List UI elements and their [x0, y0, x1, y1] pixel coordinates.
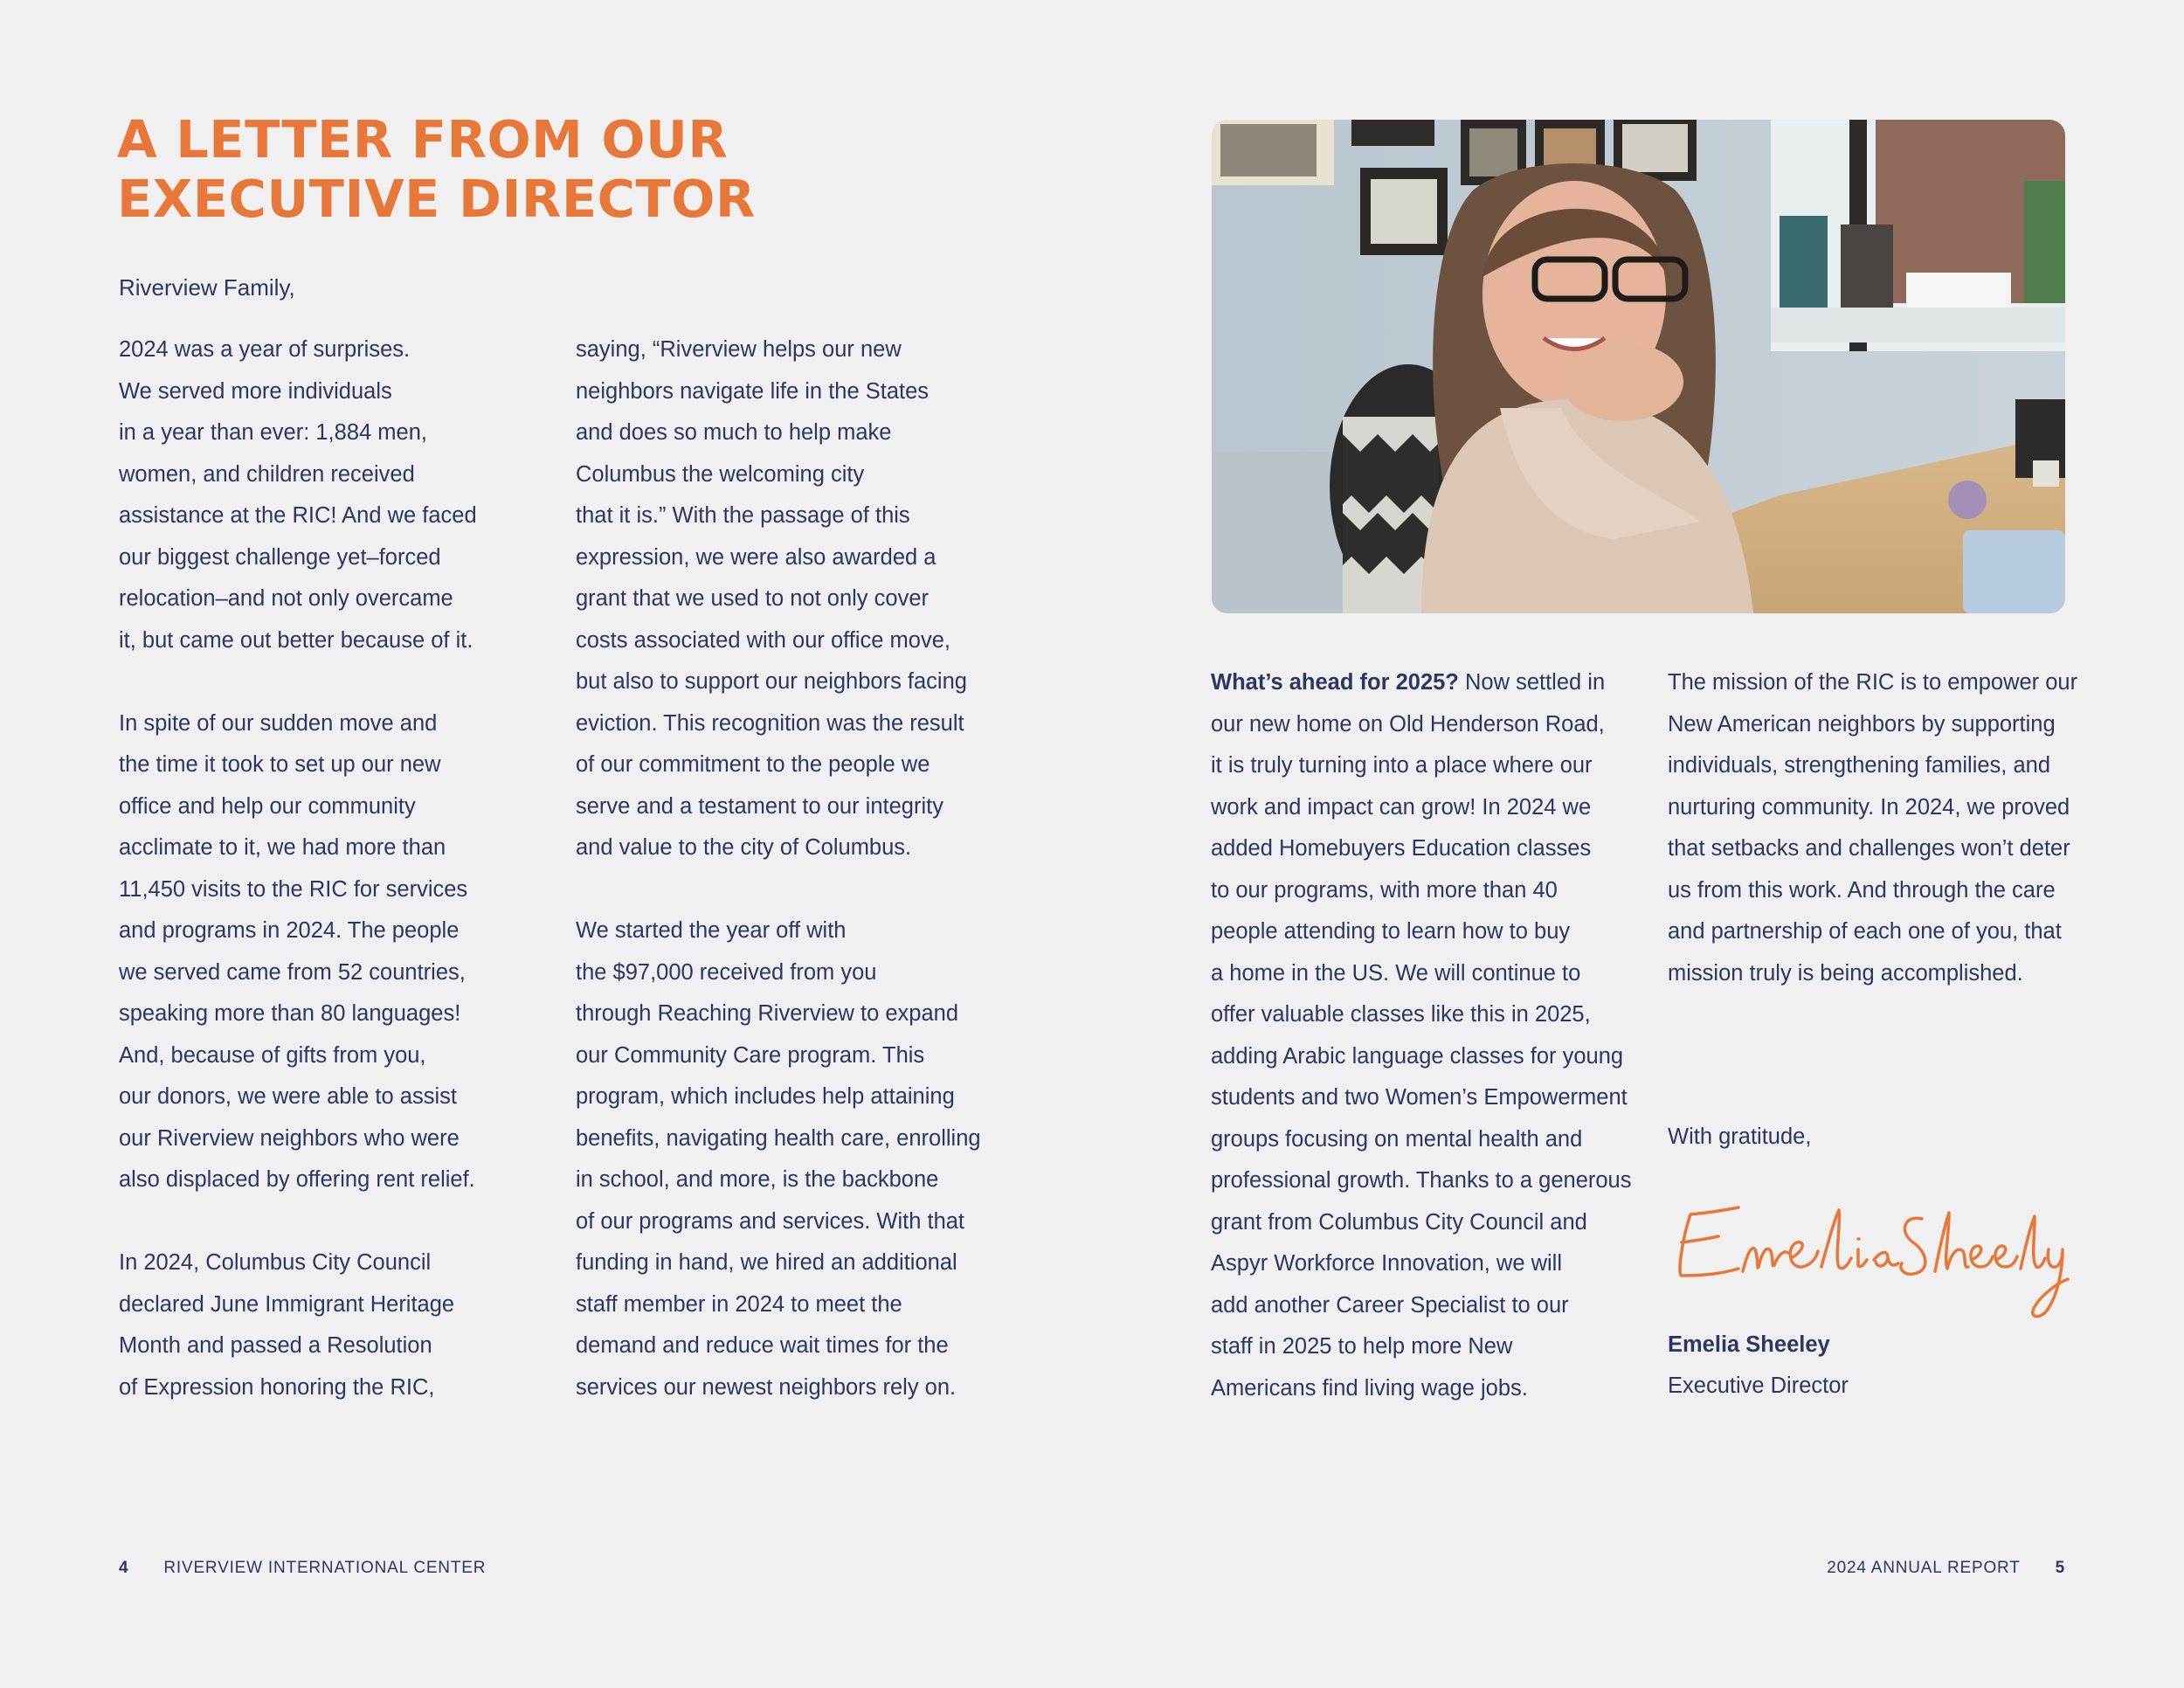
text-line: acclimate to it, we had more than [119, 835, 446, 860]
text-line: staff member in 2024 to meet the [576, 1291, 902, 1317]
text-line: The mission of the RIC is to empower our [1668, 670, 2078, 695]
footer-report-name: 2024 ANNUAL REPORT [1827, 1559, 2021, 1577]
page-number-right: 5 [2055, 1559, 2065, 1577]
paragraph [119, 703, 486, 1201]
text-line: demand and reduce wait times for the [576, 1333, 949, 1358]
text-line: our biggest challenge yet–forced [119, 544, 441, 570]
text-line: in school, and more, is the backbone [576, 1167, 939, 1192]
text-line: us from this work. And through the care [1668, 877, 2056, 903]
text-line: benefits, navigating health care, enrolling [576, 1125, 981, 1151]
letter-closing: With gratitude, [1668, 1124, 1812, 1149]
text-line: 11,450 visits to the RIC for services [119, 876, 468, 902]
text-line: And, because of gifts from you, [119, 1042, 426, 1068]
text-line: of our programs and services. With that [576, 1208, 965, 1234]
text-line: Month and passed a Resolution [119, 1333, 432, 1358]
text-line: adding Arabic language classes for young [1211, 1043, 1624, 1069]
text-line: Americans find living wage jobs. [1211, 1375, 1528, 1401]
text-line: a home in the US. We will continue to [1211, 960, 1581, 986]
text-line: Aspyr Workforce Innovation, we will [1211, 1251, 1563, 1276]
letter-column-1 [119, 329, 486, 1408]
paragraph [576, 910, 981, 1408]
text-line: grant that we used to not only cover [576, 586, 929, 611]
footer-left [119, 1557, 486, 1580]
text-line: women, and children received [119, 461, 415, 487]
text-line: to our programs, with more than 40 [1211, 877, 1558, 903]
text-line: it, but came out better because of it. [119, 627, 473, 653]
text-line: 2024 was a year of surprises. [119, 337, 411, 362]
text-line: our Community Care program. This [576, 1042, 925, 1068]
text-line: it is truly turning into a place where our [1211, 753, 1593, 778]
text-line: added Homebuyers Education classes [1211, 836, 1592, 861]
text-line: In spite of our sudden move and [119, 710, 438, 736]
director-photo [1212, 120, 2065, 613]
title-line-2: EXECUTIVE DIRECTOR [117, 169, 756, 229]
text-line: We served more individuals [119, 378, 392, 404]
text-line: speaking more than 80 languages! [119, 1001, 461, 1026]
page-number-left: 4 [119, 1559, 129, 1577]
text-line: students and two Women’s Empowerment [1211, 1085, 1628, 1110]
paragraph [1211, 704, 1632, 1410]
text-line: saying, “Riverview helps our new [576, 337, 902, 362]
text-line: relocation–and not only overcame [119, 586, 453, 611]
text-line: also displaced by offering rent relief. [119, 1167, 475, 1192]
text-line: expression, we were also awarded a [576, 544, 936, 570]
letter-column-3 [1211, 662, 1632, 1409]
paragraph [576, 329, 978, 869]
text-line: We started the year off with [576, 918, 847, 943]
text-line: funding in hand, we hired an additional [576, 1250, 957, 1275]
text-line: declared June Immigrant Heritage [119, 1291, 455, 1317]
text-line: of Expression honoring the RIC, [119, 1374, 435, 1400]
text-line: serve and a testament to our integrity [576, 793, 943, 819]
text-line: eviction. This recognition was the result [576, 710, 964, 736]
text-line: of our commitment to the people we [576, 752, 930, 777]
text-line: assistance at the RIC! And we faced [119, 503, 477, 528]
section-lead-heading: What’s ahead for 2025? [1211, 670, 1459, 695]
letter-column-2 [576, 329, 981, 1408]
text-line: staff in 2025 to help more New [1211, 1334, 1513, 1359]
letter-column-4 [1668, 662, 2087, 994]
text-line: our Riverview neighbors who were [119, 1125, 460, 1151]
signer-title: Executive Director [1668, 1373, 1849, 1398]
text-line: our donors, we were able to assist [119, 1084, 457, 1109]
text-line: In 2024, Columbus City Council [119, 1250, 432, 1275]
text-line: that setbacks and challenges won’t deter [1668, 836, 2070, 861]
text-line: in a year than ever: 1,884 men, [119, 420, 427, 445]
paragraph [1668, 662, 2087, 994]
text-line: services our newest neighbors rely on. [576, 1374, 957, 1400]
text-line: add another Career Specialist to our [1211, 1292, 1569, 1318]
text-line: mission truly is being accomplished. [1668, 960, 2023, 986]
signer-name: Emelia Sheeley [1668, 1332, 1830, 1357]
letter-salutation: Riverview Family, [119, 274, 295, 301]
text-line: but also to support our neighbors facing [576, 669, 967, 694]
text-line: work and impact can grow! In 2024 we [1211, 794, 1592, 820]
footer-org-name: RIVERVIEW INTERNATIONAL CENTER [163, 1559, 487, 1577]
text-line: the time it took to set up our new [119, 752, 441, 777]
text-line: we served came from 52 countries, [119, 959, 466, 985]
text-line: people attending to learn how to buy [1211, 919, 1571, 944]
signature-image [1655, 1188, 2075, 1328]
text-line: program, which includes help attaining [576, 1084, 955, 1109]
text-line: through Reaching Riverview to expand [576, 1001, 959, 1026]
paragraph [119, 1242, 486, 1408]
text-line: and value to the city of Columbus. [576, 835, 912, 860]
page-title [117, 110, 781, 229]
text-line: and programs in 2024. The people [119, 918, 460, 943]
text-line: our new home on Old Henderson Road, [1211, 711, 1605, 737]
text-line: costs associated with our office move, [576, 627, 950, 653]
text-line: and partnership of each one of you, that [1668, 919, 2062, 944]
paragraph [119, 329, 486, 661]
text-line: and does so much to help make [576, 420, 892, 445]
text-line: office and help our community [119, 793, 416, 819]
title-line-1: A LETTER FROM OUR [117, 109, 729, 169]
footer-right [1827, 1557, 2065, 1580]
text-line: neighbors navigate life in the States [576, 378, 930, 404]
text-line: the $97,000 received from you [576, 959, 877, 985]
section-lead-text: Now settled in [1458, 670, 1606, 695]
text-line: Columbus the welcoming city [576, 461, 865, 487]
text-line: that it is.” With the passage of this [576, 503, 910, 528]
text-line: professional growth. Thanks to a generous [1211, 1168, 1632, 1193]
text-line: offer valuable classes like this in 2025, [1211, 1002, 1591, 1027]
text-line: groups focusing on mental health and [1211, 1126, 1583, 1152]
text-line: individuals, strengthening families, and [1668, 753, 2051, 778]
text-line: grant from Columbus City Council and [1211, 1209, 1587, 1235]
text-line: New American neighbors by supporting [1668, 711, 2056, 737]
text-line: nurturing community. In 2024, we proved [1668, 794, 2070, 820]
text-line [1211, 662, 1621, 704]
